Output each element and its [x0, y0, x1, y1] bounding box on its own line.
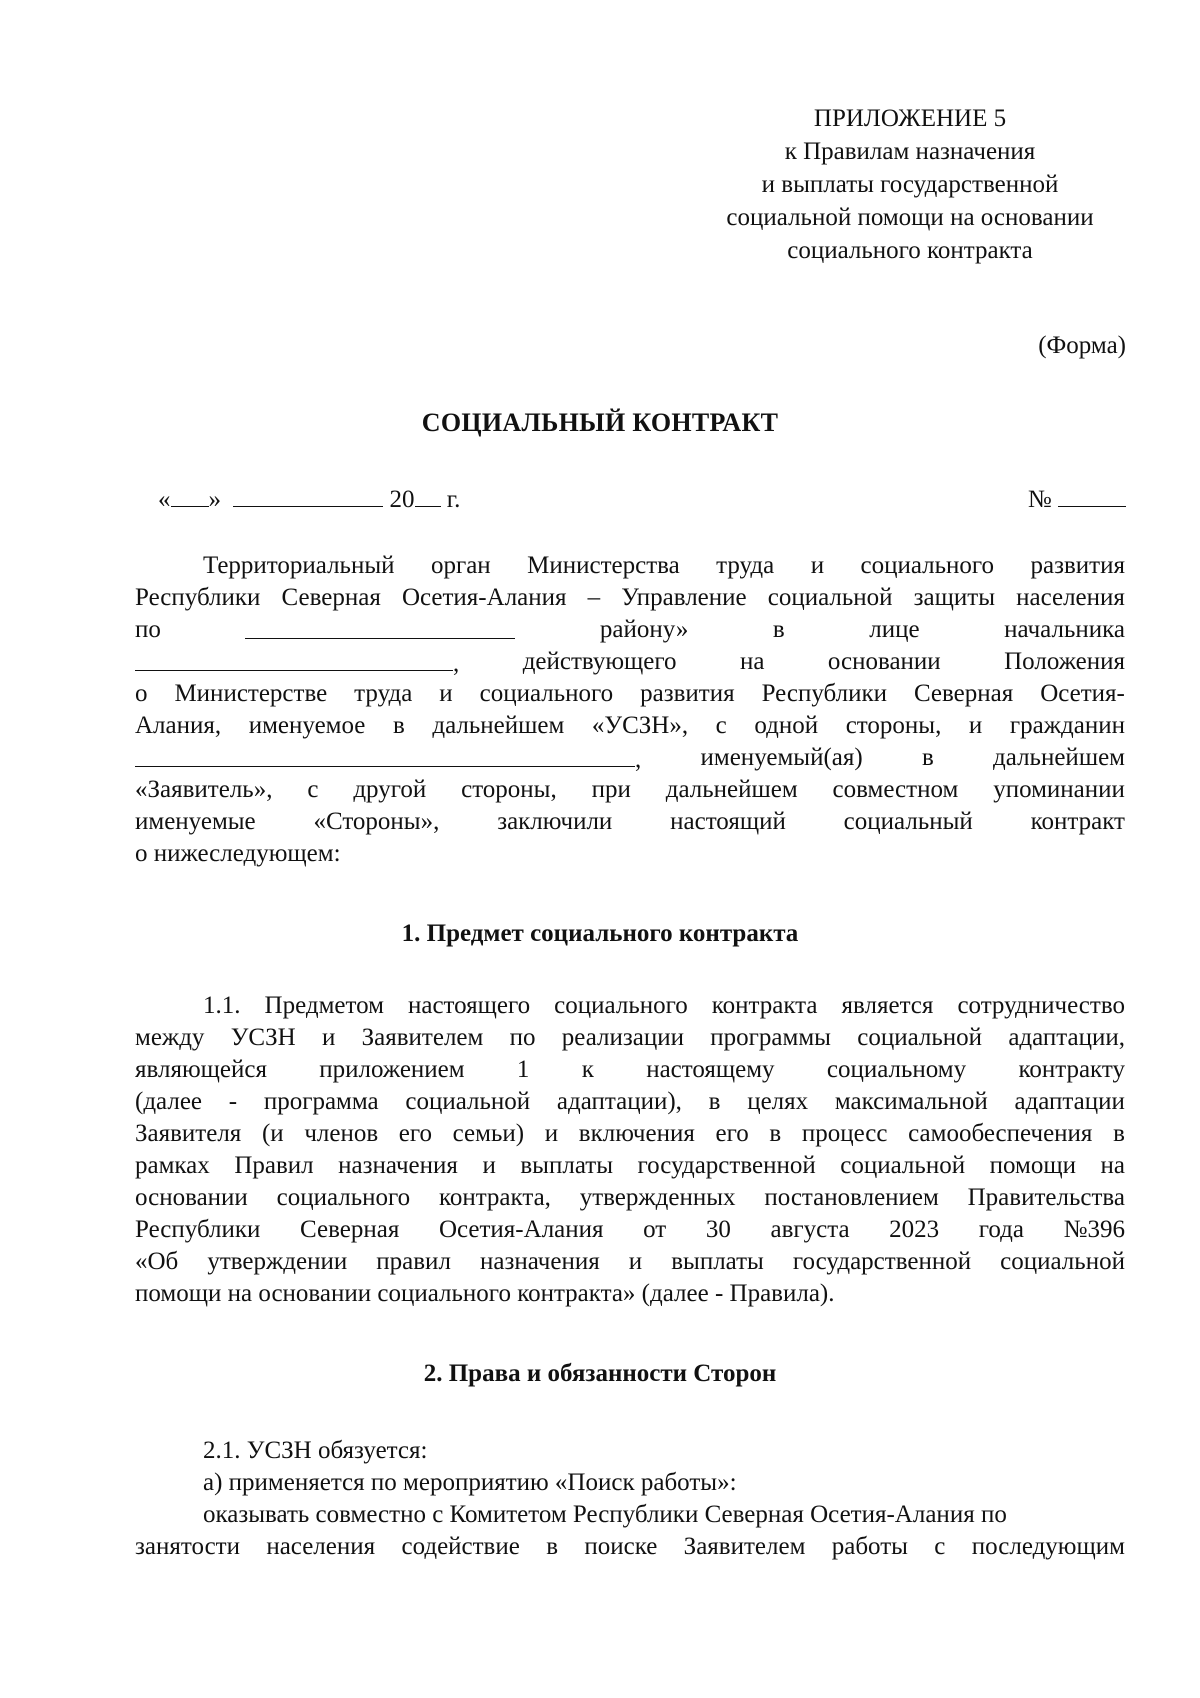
word: «Об: [135, 1248, 179, 1275]
word: работы: [831, 1533, 908, 1560]
appendix-line: и выплаты государственной: [761, 171, 1059, 198]
appendix-line: социального контракта: [787, 237, 1033, 264]
head-name-blank: [135, 646, 453, 671]
word: труда: [354, 680, 413, 707]
comma: ,: [635, 746, 642, 773]
word: 1: [516, 1056, 530, 1083]
word: поиске: [584, 1533, 658, 1560]
word: его: [715, 1120, 749, 1147]
word: Северная: [913, 680, 1014, 707]
text-line: [135, 1499, 1125, 1531]
word: максимальной: [834, 1088, 988, 1115]
word: рамках: [135, 1152, 210, 1179]
word: действующего: [522, 648, 677, 675]
word: в: [1113, 1120, 1125, 1147]
text-line: [135, 678, 1125, 710]
number-blank: [1058, 482, 1126, 507]
word: настоящий: [670, 808, 786, 835]
word: орган: [430, 552, 491, 579]
word: социальный: [843, 808, 973, 835]
word: на: [739, 648, 765, 675]
word: и: [321, 1024, 336, 1051]
word: (и: [261, 1120, 284, 1147]
word: его: [398, 1120, 433, 1147]
text-line: [135, 710, 1125, 742]
word: именуемые: [135, 808, 256, 835]
clause-1-1: [135, 990, 1125, 1310]
word: Министерства: [527, 552, 680, 579]
word: постановлением: [764, 1184, 939, 1211]
word: настоящего: [407, 992, 531, 1019]
word: в: [921, 744, 934, 771]
word: Заявителя: [135, 1120, 242, 1147]
word: Положения: [1004, 648, 1125, 675]
word: выплаты: [671, 1248, 764, 1275]
line-text: о нижеследующем:: [135, 840, 341, 867]
word: и: [968, 712, 983, 739]
text-line: [135, 1118, 1125, 1150]
word: от: [643, 1216, 667, 1243]
word: в: [708, 1088, 721, 1115]
word: основании: [135, 1184, 248, 1211]
form-mark: (Форма): [1038, 332, 1126, 359]
word: гражданин: [1009, 712, 1125, 739]
word: Республики: [135, 584, 261, 611]
section-heading: 2. Права и обязанности Сторон: [423, 1360, 777, 1387]
word: Осетия-Алания: [438, 1216, 604, 1243]
word: при: [591, 776, 631, 803]
line-text: 2.1. УСЗН обязуется:: [203, 1437, 428, 1464]
word: защиты: [913, 584, 995, 611]
word: 2023: [889, 1216, 940, 1243]
word: лице: [869, 616, 920, 643]
number-sign: №: [1027, 486, 1052, 513]
district-blank: [245, 614, 515, 639]
word: в: [546, 1533, 558, 1560]
month-blank: [233, 482, 383, 507]
word: программа: [263, 1088, 379, 1115]
comma: ,: [453, 650, 460, 677]
text-line: [135, 1086, 1125, 1118]
word: Правительства: [967, 1184, 1125, 1211]
text-line: [135, 1022, 1125, 1054]
word: -: [228, 1088, 238, 1115]
word: последующим: [971, 1533, 1125, 1560]
word: (далее: [135, 1088, 203, 1115]
word: развития: [1030, 552, 1125, 579]
line-text: а) применяется по мероприятию «Поиск работы»:: [203, 1469, 737, 1496]
text-line: [135, 646, 1125, 678]
word: года: [978, 1216, 1024, 1243]
word: с: [715, 712, 727, 739]
word: с: [934, 1533, 946, 1560]
word: именуемое: [248, 712, 366, 739]
year-blank: [415, 482, 441, 507]
contract-number-field: [1028, 482, 1126, 514]
text-line: [135, 582, 1125, 614]
word: назначения: [479, 1248, 600, 1275]
appendix-header: [690, 102, 1130, 267]
word: самообеспечения: [908, 1120, 1093, 1147]
word: адаптации),: [556, 1088, 682, 1115]
word: основании: [827, 648, 941, 675]
text-line: [135, 742, 1125, 774]
text-line: [135, 1246, 1125, 1278]
text-line: [135, 1054, 1125, 1086]
word: стороны,: [461, 776, 557, 803]
word: контракта: [711, 992, 818, 1019]
word: другой: [353, 776, 427, 803]
word: реализации: [561, 1024, 684, 1051]
appendix-line: ПРИЛОЖЕНИЕ 5: [813, 105, 1007, 132]
word: государственной: [792, 1248, 972, 1275]
word: в: [769, 1120, 782, 1147]
word: на: [1100, 1152, 1125, 1179]
citizen-name-blank: [135, 742, 635, 767]
word: населения: [266, 1533, 376, 1560]
word: 1.1.: [203, 992, 241, 1019]
word: утвержденных: [579, 1184, 736, 1211]
word: Предметом: [264, 992, 384, 1019]
word: выплаты: [520, 1152, 614, 1179]
intro-paragraph: [135, 550, 1125, 870]
word: адаптации,: [1008, 1024, 1125, 1051]
word: контракту: [1018, 1056, 1125, 1083]
word: и: [810, 552, 825, 579]
word: и: [628, 1248, 643, 1275]
word: программы: [710, 1024, 831, 1051]
word: о: [135, 680, 148, 707]
word: социального: [554, 992, 688, 1019]
text-line: [135, 774, 1125, 806]
word: социальной: [405, 1088, 531, 1115]
word: одной: [754, 712, 819, 739]
word: является: [841, 992, 934, 1019]
word: совместном: [832, 776, 959, 803]
word: социальной: [840, 1152, 966, 1179]
word: назначения: [338, 1152, 458, 1179]
word: Осетия-Алания: [401, 584, 567, 611]
word: социального: [479, 680, 614, 707]
word: социальной: [767, 584, 893, 611]
word: между: [135, 1024, 205, 1051]
word: сотрудничество: [957, 992, 1125, 1019]
word: Министерстве: [174, 680, 328, 707]
word: членов: [304, 1120, 379, 1147]
word: контракта,: [438, 1184, 551, 1211]
word: настоящему: [646, 1056, 775, 1083]
text-line: [135, 838, 1125, 870]
word: Управление: [621, 584, 747, 611]
word: занятости: [135, 1533, 240, 1560]
word: по: [135, 616, 161, 643]
word: упоминании: [993, 776, 1125, 803]
text-line: [135, 1467, 1125, 1499]
word: –: [587, 584, 601, 611]
text-line: [135, 990, 1125, 1022]
close-quote: »: [208, 486, 221, 513]
word: Северная: [300, 1216, 400, 1243]
word: УСЗН: [230, 1024, 296, 1051]
word: адаптации: [1014, 1088, 1125, 1115]
word: Осетия-: [1040, 680, 1125, 707]
section-heading: 1. Предмет социального контракта: [401, 920, 799, 947]
word: и: [482, 1152, 496, 1179]
day-blank: [171, 482, 209, 507]
word: государственной: [637, 1152, 816, 1179]
word: содействие: [401, 1533, 520, 1560]
word: социального: [276, 1184, 411, 1211]
word: правил: [376, 1248, 451, 1275]
word: «УСЗН»,: [591, 712, 689, 739]
word: Заявителем: [683, 1533, 806, 1560]
text-line: [135, 806, 1125, 838]
word: именуемый(ая): [700, 744, 863, 771]
text-line: [135, 1435, 1125, 1467]
text-line: [135, 1214, 1125, 1246]
word: с: [307, 776, 319, 803]
word: в: [772, 616, 785, 643]
word: включения: [578, 1120, 695, 1147]
date-field: [158, 482, 460, 514]
word: социальной: [857, 1024, 983, 1051]
line-text: оказывать совместно с Комитетом Республики Северная Осетия-Алания по: [203, 1501, 1007, 1528]
word: дальнейшем: [665, 776, 798, 803]
word: Республики: [761, 680, 887, 707]
text-line: [135, 1278, 1125, 1310]
word: Республики: [135, 1216, 261, 1243]
word: «Заявитель»,: [135, 776, 273, 803]
word: Заявителем: [361, 1024, 484, 1051]
appendix-line: социальной помощи на основании: [726, 204, 1094, 231]
word: помощи: [989, 1152, 1076, 1179]
word: 30: [705, 1216, 731, 1243]
word: к: [581, 1056, 594, 1083]
open-quote: «: [158, 486, 171, 513]
text-line: [135, 1150, 1125, 1182]
word: по: [509, 1024, 536, 1051]
word: труда: [716, 552, 775, 579]
word: и: [439, 680, 453, 707]
word: и: [544, 1120, 559, 1147]
citizen-name-group: [135, 742, 641, 774]
word: «Стороны»,: [313, 808, 440, 835]
word: развития: [640, 680, 735, 707]
year-suffix: г.: [446, 486, 461, 513]
word: Северная: [281, 584, 381, 611]
word: контракт: [1030, 808, 1125, 835]
appendix-line: к Правилам назначения: [784, 138, 1036, 165]
word: являющейся: [135, 1056, 267, 1083]
word: в: [392, 712, 405, 739]
text-line: [135, 1531, 1125, 1563]
word: августа: [770, 1216, 850, 1243]
word: Правил: [234, 1152, 314, 1179]
head-name-group: [135, 646, 459, 678]
text-line: [135, 614, 1125, 646]
word: начальника: [1004, 616, 1125, 643]
word: дальнейшем: [993, 744, 1125, 771]
word: социальной: [1000, 1248, 1125, 1275]
word: №396: [1063, 1216, 1125, 1243]
word: социального: [860, 552, 995, 579]
word: дальнейшем: [432, 712, 565, 739]
clause-2-1: [135, 1435, 1125, 1563]
word: Территориальный: [203, 552, 395, 579]
word: Алания,: [135, 712, 222, 739]
document-title: СОЦИАЛЬНЫЙ КОНТРАКТ: [421, 408, 779, 437]
year-prefix: 20: [389, 486, 415, 513]
word: заключили: [497, 808, 613, 835]
line-text: помощи на основании социального контракта» (далее - Правила).: [135, 1280, 835, 1307]
word: приложением: [319, 1056, 465, 1083]
word: стороны,: [845, 712, 942, 739]
text-line: [135, 550, 1125, 582]
word: утверждении: [207, 1248, 348, 1275]
word: целях: [747, 1088, 809, 1115]
word: процесс: [801, 1120, 888, 1147]
word: семьи): [452, 1120, 525, 1147]
text-line: [135, 1182, 1125, 1214]
word: социальному: [826, 1056, 967, 1083]
word: населения: [1016, 584, 1125, 611]
word: району»: [599, 616, 689, 643]
